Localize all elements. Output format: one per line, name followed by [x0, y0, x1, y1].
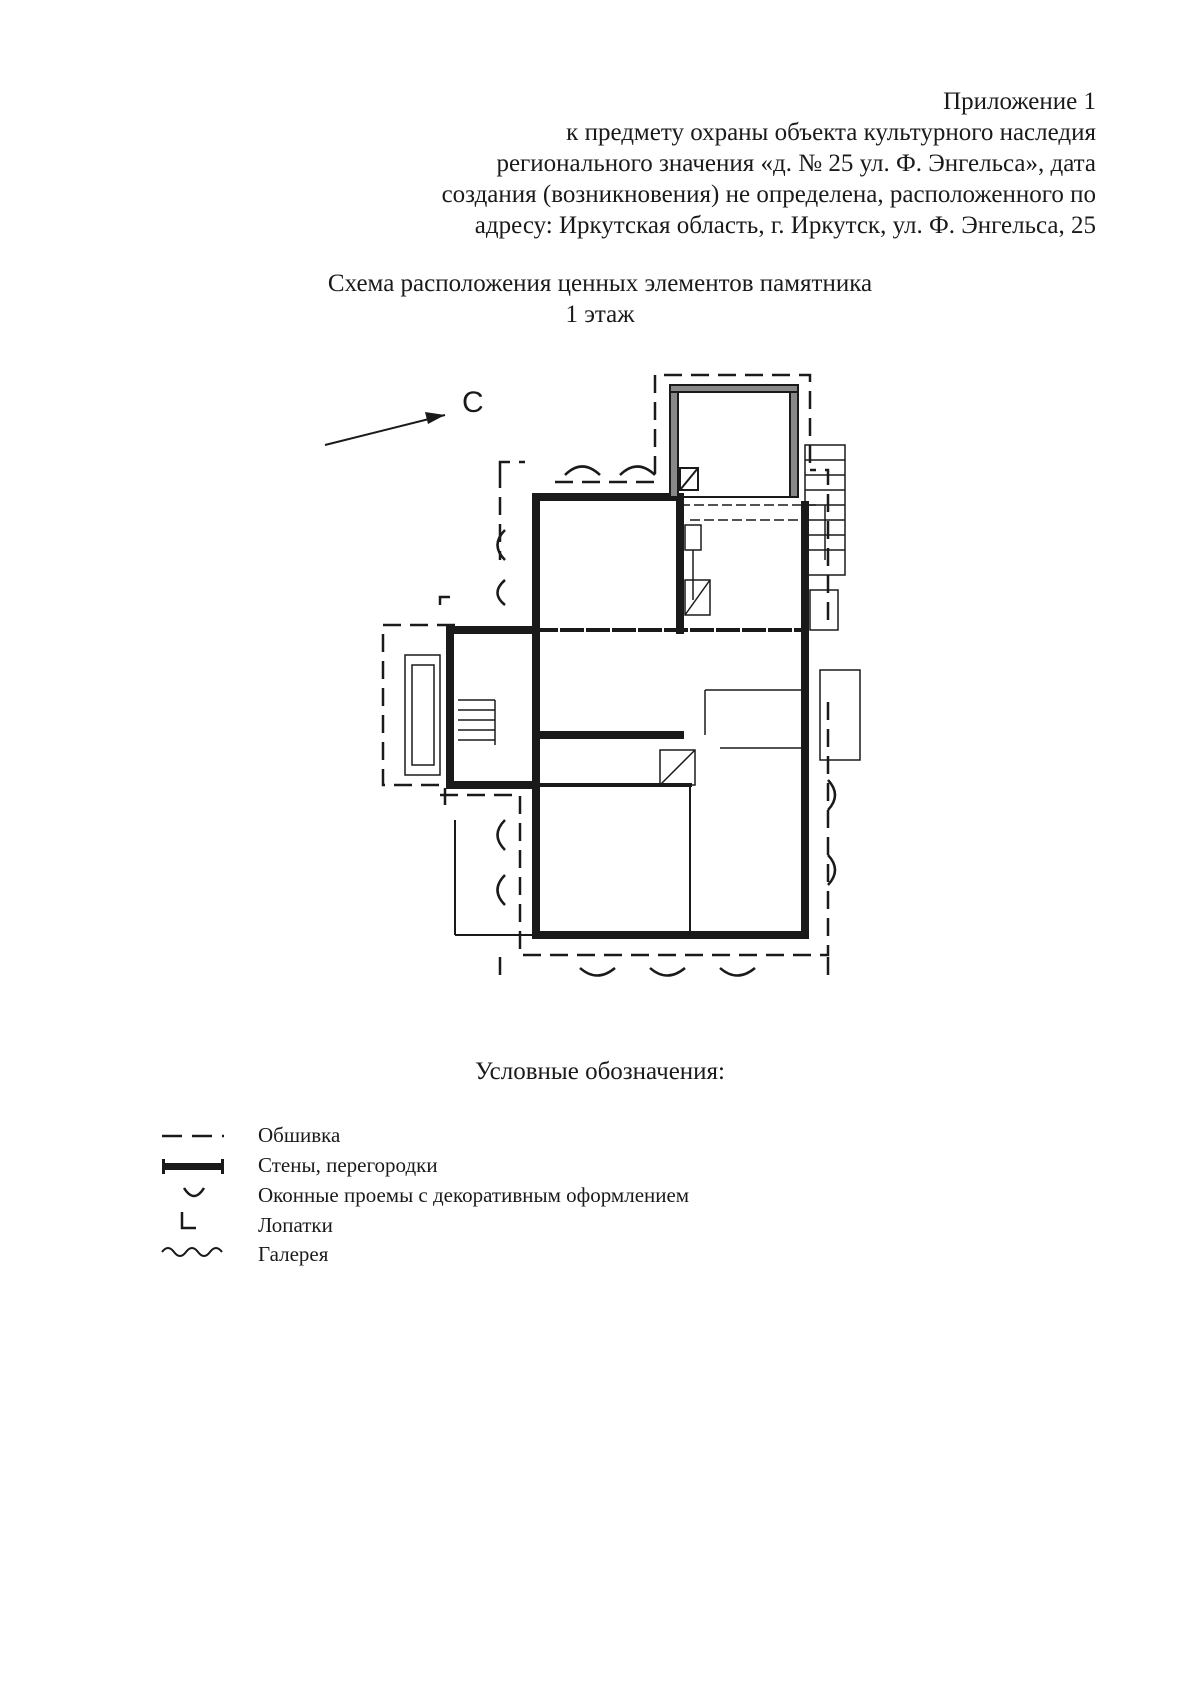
legend-item-windows: Оконные проемы с декоративным оформлением [258, 1183, 690, 1207]
legend-item-walls: Стены, перегородки [258, 1153, 438, 1177]
legend-item-pilasters: Лопатки [258, 1213, 333, 1237]
annex-line: адресу: Иркутская область, г. Иркутск, ул. Ф. Энгельса, 25 [474, 212, 1096, 239]
thick-wall-icon [160, 1154, 226, 1178]
annex-tower [670, 385, 798, 497]
wavy-line-icon [160, 1238, 226, 1262]
walls-partitions [450, 497, 805, 935]
annex-line: регионального значения «д. № 25 ул. Ф. Энгельса», дата [496, 150, 1096, 177]
window-arc-icon [160, 1182, 226, 1206]
pilaster-corner-icon [160, 1208, 226, 1232]
stairs-right [805, 445, 860, 760]
north-label: С [462, 386, 484, 419]
annex-line: Приложение 1 [943, 88, 1096, 115]
floor-label: 1 этаж [565, 301, 635, 328]
window-openings [498, 467, 836, 976]
scheme-title: Схема расположения ценных элементов памятника [327, 270, 873, 297]
legend-title: Условные обозначения: [474, 1058, 726, 1085]
annex-line: создания (возникновения) не определена, расположенного по [441, 181, 1096, 208]
north-arrow-icon [325, 412, 445, 445]
dashed-line-icon [160, 1124, 226, 1148]
legend-item-sheathing: Обшивка [258, 1123, 341, 1147]
legend-item-gallery: Галерея [258, 1242, 329, 1266]
annex-line: к предмету охраны объекта культурного наследия [566, 119, 1096, 146]
